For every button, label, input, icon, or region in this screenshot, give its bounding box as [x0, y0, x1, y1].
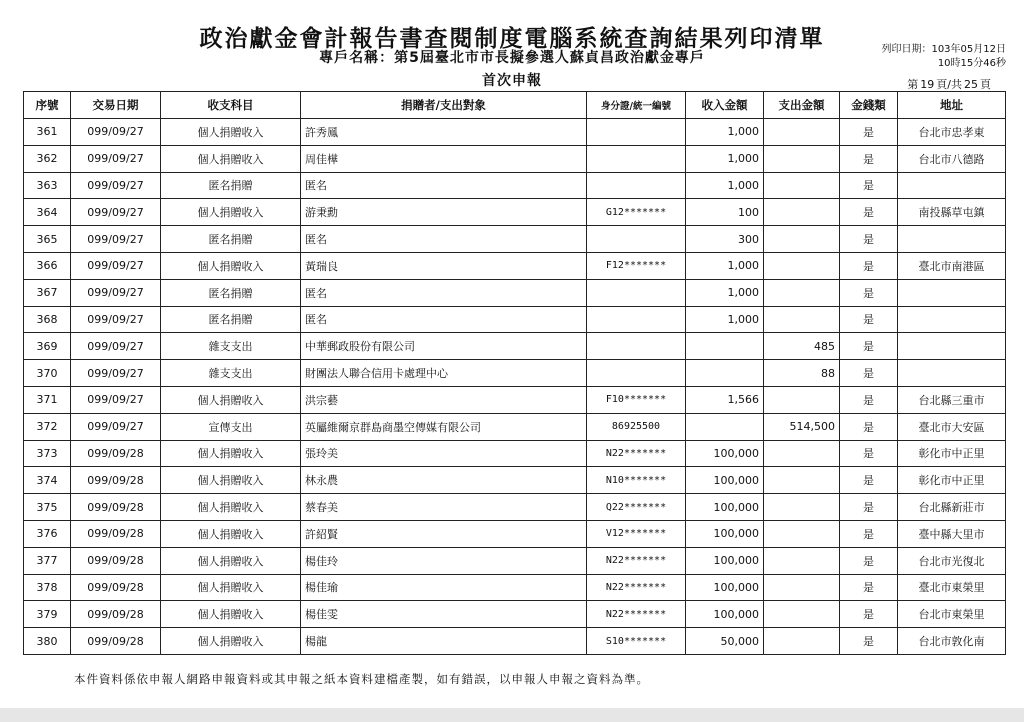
- cell-subject: 個人捐贈收入: [161, 119, 301, 146]
- cell-id: [587, 333, 686, 360]
- cell-address: [898, 279, 1006, 306]
- cell-subject: 匿名捐贈: [161, 226, 301, 253]
- cell-subject: 個人捐贈收入: [161, 494, 301, 521]
- cell-id: F10*******: [587, 386, 686, 413]
- cell-donor: 匿名: [301, 172, 587, 199]
- cell-id: [587, 226, 686, 253]
- cell-expense: [764, 119, 840, 146]
- cell-no: 363: [24, 172, 71, 199]
- cell-income: 1,000: [686, 252, 764, 279]
- page-info: [906, 76, 992, 92]
- table-row: [24, 119, 1006, 146]
- table-row: [24, 547, 1006, 574]
- cell-date: 099/09/28: [71, 440, 161, 467]
- cell-income: 100,000: [686, 547, 764, 574]
- cell-id: [587, 145, 686, 172]
- page-current: 19: [920, 78, 935, 91]
- cell-donor: 匿名: [301, 306, 587, 333]
- cell-money: 是: [840, 440, 898, 467]
- cell-subject: 宣傳支出: [161, 413, 301, 440]
- cell-subject: 匿名捐贈: [161, 279, 301, 306]
- cell-expense: [764, 386, 840, 413]
- cell-money: 是: [840, 494, 898, 521]
- cell-income: 100: [686, 199, 764, 226]
- cell-address: [898, 360, 1006, 387]
- cell-subject: 個人捐贈收入: [161, 574, 301, 601]
- cell-date: 099/09/28: [71, 547, 161, 574]
- cell-money: 是: [840, 333, 898, 360]
- cell-income: 50,000: [686, 628, 764, 655]
- cell-income: 100,000: [686, 574, 764, 601]
- cell-expense: [764, 467, 840, 494]
- cell-subject: 個人捐贈收入: [161, 252, 301, 279]
- cell-income: [686, 360, 764, 387]
- cell-income: 100,000: [686, 467, 764, 494]
- cell-subject: 個人捐贈收入: [161, 386, 301, 413]
- cell-money: 是: [840, 628, 898, 655]
- cell-id: N10*******: [587, 467, 686, 494]
- account-label: 專戶名稱：: [319, 50, 395, 66]
- report-type: 首次申報: [482, 73, 542, 89]
- cell-expense: [764, 547, 840, 574]
- cell-no: 376: [24, 520, 71, 547]
- cell-money: 是: [840, 413, 898, 440]
- cell-no: 371: [24, 386, 71, 413]
- cell-money: 是: [840, 601, 898, 628]
- cell-donor: 楊佳瑜: [301, 574, 587, 601]
- cell-address: 臺中縣大里市: [898, 520, 1006, 547]
- cell-donor: 匿名: [301, 279, 587, 306]
- cell-id: [587, 360, 686, 387]
- cell-income: [686, 333, 764, 360]
- cell-id: N22*******: [587, 601, 686, 628]
- print-time: 10時15分46秒: [937, 58, 1006, 69]
- cell-donor: 周佳樺: [301, 145, 587, 172]
- print-date: 103年05月12日: [931, 44, 1006, 55]
- page-prefix: 第: [907, 78, 919, 91]
- cell-address: [898, 226, 1006, 253]
- cell-id: 86925500: [587, 413, 686, 440]
- cell-donor: 黃瑞良: [301, 252, 587, 279]
- cell-no: 366: [24, 252, 71, 279]
- page-suffix: 頁: [980, 78, 991, 91]
- cell-date: 099/09/28: [71, 601, 161, 628]
- cell-date: 099/09/27: [71, 279, 161, 306]
- cell-expense: [764, 494, 840, 521]
- cell-date: 099/09/27: [71, 119, 161, 146]
- cell-id: [587, 306, 686, 333]
- cell-subject: 個人捐贈收入: [161, 440, 301, 467]
- cell-expense: [764, 306, 840, 333]
- cell-address: [898, 333, 1006, 360]
- cell-subject: 雜支支出: [161, 360, 301, 387]
- cell-subject: 個人捐贈收入: [161, 547, 301, 574]
- cell-address: 台北市八德路: [898, 145, 1006, 172]
- cell-id: N22*******: [587, 547, 686, 574]
- cell-date: 099/09/27: [71, 199, 161, 226]
- cell-income: 100,000: [686, 520, 764, 547]
- cell-no: 374: [24, 467, 71, 494]
- cell-expense: [764, 279, 840, 306]
- cell-no: 369: [24, 333, 71, 360]
- cell-id: [587, 172, 686, 199]
- cell-subject: 個人捐贈收入: [161, 520, 301, 547]
- col-header-money: 金錢類: [840, 92, 898, 119]
- cell-income: 1,566: [686, 386, 764, 413]
- cell-expense: [764, 172, 840, 199]
- table-row: [24, 440, 1006, 467]
- cell-address: 台北縣三重市: [898, 386, 1006, 413]
- cell-id: V12*******: [587, 520, 686, 547]
- cell-date: 099/09/27: [71, 333, 161, 360]
- col-header-expense: 支出金額: [764, 92, 840, 119]
- cell-expense: [764, 574, 840, 601]
- cell-donor: 林永農: [301, 467, 587, 494]
- cell-date: 099/09/28: [71, 520, 161, 547]
- cell-donor: 洪宗藝: [301, 386, 587, 413]
- cell-date: 099/09/27: [71, 226, 161, 253]
- cell-date: 099/09/28: [71, 467, 161, 494]
- cell-no: 379: [24, 601, 71, 628]
- cell-income: 100,000: [686, 440, 764, 467]
- cell-no: 367: [24, 279, 71, 306]
- cell-donor: 許紹賢: [301, 520, 587, 547]
- cell-expense: [764, 601, 840, 628]
- col-header-date: 交易日期: [71, 92, 161, 119]
- cell-date: 099/09/27: [71, 306, 161, 333]
- col-header-income: 收入金額: [686, 92, 764, 119]
- cell-id: N22*******: [587, 574, 686, 601]
- cell-income: 100,000: [686, 494, 764, 521]
- cell-id: Q22*******: [587, 494, 686, 521]
- cell-no: 373: [24, 440, 71, 467]
- cell-expense: 514,500: [764, 413, 840, 440]
- col-header-subject: 收支科目: [161, 92, 301, 119]
- cell-money: 是: [840, 386, 898, 413]
- cell-id: [587, 119, 686, 146]
- cell-id: F12*******: [587, 252, 686, 279]
- footer-note: 本件資料係依申報人網路申報資料或其申報之紙本資料建檔產製，如有錯誤，以申報人申報之資料為準。: [74, 672, 649, 686]
- cell-donor: 英屬維爾京群島商墨空傳媒有限公司: [301, 413, 587, 440]
- cell-address: 台北市東榮里: [898, 601, 1006, 628]
- cell-expense: [764, 145, 840, 172]
- cell-donor: 楊佳玲: [301, 547, 587, 574]
- cell-address: 臺北市南港區: [898, 252, 1006, 279]
- page-total: 25: [964, 78, 978, 91]
- table-row: [24, 172, 1006, 199]
- cell-date: 099/09/27: [71, 252, 161, 279]
- cell-money: 是: [840, 467, 898, 494]
- cell-donor: 張玲美: [301, 440, 587, 467]
- cell-address: 臺北市大安區: [898, 413, 1006, 440]
- cell-subject: 雜支支出: [161, 333, 301, 360]
- account-name: 第5屆臺北市市長擬參選人蘇貞昌政治獻金專戶: [394, 50, 705, 66]
- cell-no: 370: [24, 360, 71, 387]
- cell-address: 台北市敦化南: [898, 628, 1006, 655]
- cell-date: 099/09/28: [71, 628, 161, 655]
- table-row: [24, 145, 1006, 172]
- cell-no: 380: [24, 628, 71, 655]
- table-row: [24, 306, 1006, 333]
- cell-date: 099/09/28: [71, 574, 161, 601]
- col-header-donor: 捐贈者/支出對象: [301, 92, 587, 119]
- cell-subject: 個人捐贈收入: [161, 601, 301, 628]
- account-subtitle: [0, 47, 1024, 67]
- cell-expense: [764, 252, 840, 279]
- cell-no: 372: [24, 413, 71, 440]
- table-row: [24, 467, 1006, 494]
- table-row: [24, 520, 1006, 547]
- cell-donor: 蔡春美: [301, 494, 587, 521]
- col-header-address: 地址: [898, 92, 1006, 119]
- table-row: [24, 360, 1006, 387]
- table-row: [24, 226, 1006, 253]
- cell-money: 是: [840, 145, 898, 172]
- cell-money: 是: [840, 547, 898, 574]
- cell-address: 台北縣新莊市: [898, 494, 1006, 521]
- cell-expense: [764, 440, 840, 467]
- cell-address: 臺北市東榮里: [898, 574, 1006, 601]
- cell-income: 1,000: [686, 306, 764, 333]
- cell-donor: 中華郵政股份有限公司: [301, 333, 587, 360]
- cell-no: 362: [24, 145, 71, 172]
- cell-subject: 匿名捐贈: [161, 306, 301, 333]
- cell-date: 099/09/27: [71, 360, 161, 387]
- table-row: [24, 494, 1006, 521]
- ledger-table: [23, 91, 1006, 655]
- cell-donor: 匿名: [301, 226, 587, 253]
- cell-money: 是: [840, 574, 898, 601]
- cell-expense: 88: [764, 360, 840, 387]
- cell-donor: 許秀鳳: [301, 119, 587, 146]
- table-row: [24, 628, 1006, 655]
- cell-income: 1,000: [686, 145, 764, 172]
- table-row: [24, 574, 1006, 601]
- cell-expense: [764, 226, 840, 253]
- print-date-label: 列印日期：: [881, 44, 932, 55]
- col-header-id: 身分證/統一編號: [587, 92, 686, 119]
- report-title: 政治獻金會計報告書查閱制度電腦系統查詢結果列印清單: [199, 26, 825, 52]
- cell-subject: 個人捐贈收入: [161, 145, 301, 172]
- cell-address: 台北市忠孝東: [898, 119, 1006, 146]
- cell-no: 378: [24, 574, 71, 601]
- table-row: [24, 333, 1006, 360]
- cell-subject: 個人捐贈收入: [161, 467, 301, 494]
- cell-expense: 485: [764, 333, 840, 360]
- cell-money: 是: [840, 119, 898, 146]
- cell-money: 是: [840, 226, 898, 253]
- cell-expense: [764, 628, 840, 655]
- cell-money: 是: [840, 199, 898, 226]
- cell-address: [898, 306, 1006, 333]
- cell-id: S10*******: [587, 628, 686, 655]
- cell-money: 是: [840, 306, 898, 333]
- table-row: [24, 601, 1006, 628]
- cell-income: 1,000: [686, 172, 764, 199]
- cell-address: 台北市光復北: [898, 547, 1006, 574]
- cell-no: 375: [24, 494, 71, 521]
- cell-no: 368: [24, 306, 71, 333]
- cell-subject: 個人捐贈收入: [161, 628, 301, 655]
- cell-money: 是: [840, 520, 898, 547]
- table-row: [24, 252, 1006, 279]
- cell-id: [587, 279, 686, 306]
- table-header-row: [24, 92, 1006, 119]
- cell-no: 365: [24, 226, 71, 253]
- table-row: [24, 413, 1006, 440]
- table-row: [24, 386, 1006, 413]
- print-meta: [881, 43, 1006, 71]
- cell-donor: 楊佳雯: [301, 601, 587, 628]
- cell-id: N22*******: [587, 440, 686, 467]
- cell-no: 361: [24, 119, 71, 146]
- cell-income: [686, 413, 764, 440]
- cell-address: 南投縣草屯鎮: [898, 199, 1006, 226]
- cell-date: 099/09/28: [71, 494, 161, 521]
- cell-expense: [764, 520, 840, 547]
- cell-date: 099/09/27: [71, 413, 161, 440]
- cell-no: 364: [24, 199, 71, 226]
- cell-money: 是: [840, 172, 898, 199]
- cell-address: 彰化市中正里: [898, 467, 1006, 494]
- cell-subject: 個人捐贈收入: [161, 199, 301, 226]
- cell-donor: 游秉勳: [301, 199, 587, 226]
- cell-address: 彰化市中正里: [898, 440, 1006, 467]
- cell-income: 100,000: [686, 601, 764, 628]
- bottom-edge: [0, 708, 1024, 722]
- cell-expense: [764, 199, 840, 226]
- col-header-no: 序號: [24, 92, 71, 119]
- cell-donor: 財團法人聯合信用卡處理中心: [301, 360, 587, 387]
- cell-address: [898, 172, 1006, 199]
- cell-income: 1,000: [686, 279, 764, 306]
- cell-income: 300: [686, 226, 764, 253]
- cell-money: 是: [840, 279, 898, 306]
- cell-money: 是: [840, 252, 898, 279]
- table-row: [24, 199, 1006, 226]
- cell-date: 099/09/27: [71, 172, 161, 199]
- table-row: [24, 279, 1006, 306]
- cell-donor: 楊龍: [301, 628, 587, 655]
- cell-no: 377: [24, 547, 71, 574]
- cell-money: 是: [840, 360, 898, 387]
- cell-date: 099/09/27: [71, 145, 161, 172]
- cell-date: 099/09/27: [71, 386, 161, 413]
- cell-income: 1,000: [686, 119, 764, 146]
- ledger-body: [24, 119, 1006, 655]
- cell-subject: 匿名捐贈: [161, 172, 301, 199]
- cell-id: G12*******: [587, 199, 686, 226]
- page-sep: 頁/共: [936, 78, 962, 91]
